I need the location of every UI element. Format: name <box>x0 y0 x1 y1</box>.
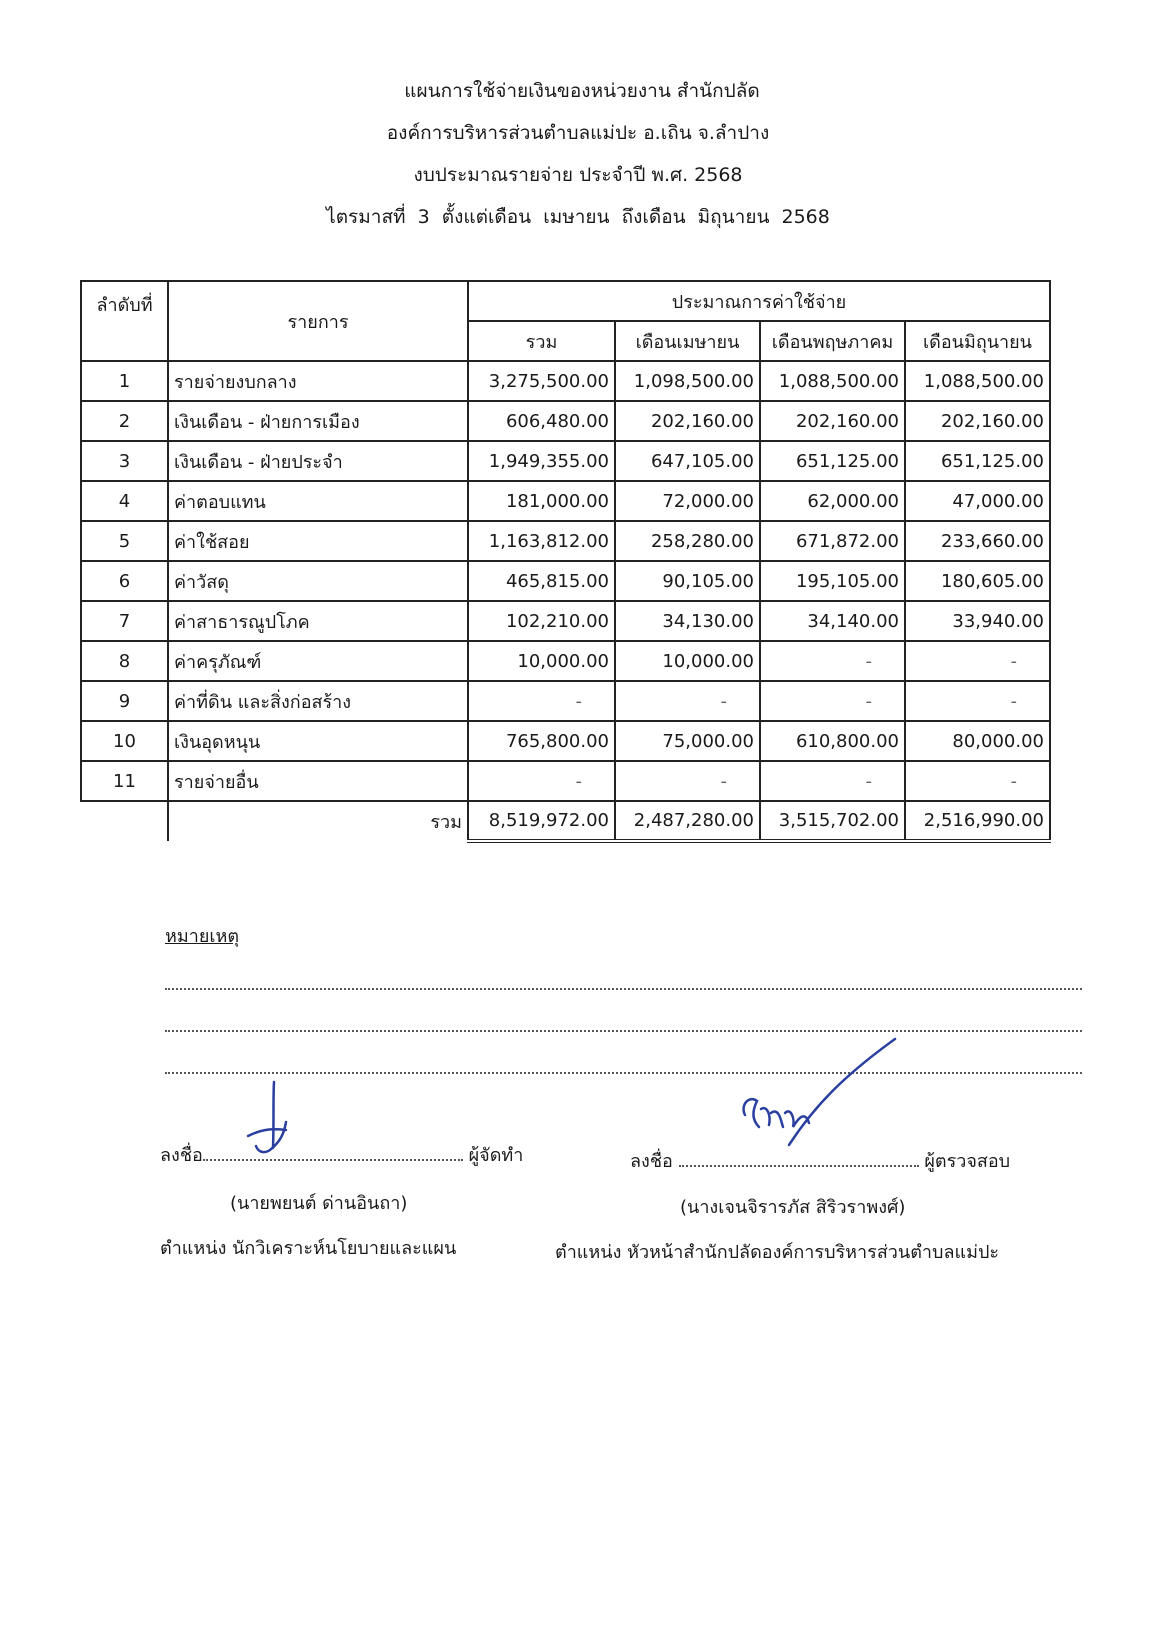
row-item: เงินเดือน - ฝ่ายประจำ <box>168 441 468 481</box>
row-total: 606,480.00 <box>468 401 615 441</box>
table-row <box>81 721 1050 761</box>
document-header <box>0 70 1156 238</box>
row-number: 7 <box>81 601 168 641</box>
row-april: 75,000.00 <box>615 721 760 761</box>
row-total: - <box>468 681 615 721</box>
row-item: รายจ่ายงบกลาง <box>168 361 468 401</box>
row-april: 1,098,500.00 <box>615 361 760 401</box>
left-signer-name: (นายพยนต์ ด่านอินถา) <box>230 1193 408 1214</box>
right-sign-dots <box>679 1164 919 1167</box>
row-item: เงินเดือน - ฝ่ายการเมือง <box>168 401 468 441</box>
left-sign-role: ผู้จัดทำ <box>468 1145 524 1166</box>
column-header-item: รายการ <box>168 281 468 361</box>
row-june: - <box>905 761 1050 801</box>
left-sign-line <box>160 1140 523 1169</box>
row-june: 202,160.00 <box>905 401 1050 441</box>
row-may: 1,088,500.00 <box>760 361 905 401</box>
column-header-april: เดือนเมษายน <box>615 321 760 361</box>
row-total: 102,210.00 <box>468 601 615 641</box>
right-signer-name: (นางเจนจิรารภัส สิริวราพงศ์) <box>680 1197 906 1218</box>
row-number: 9 <box>81 681 168 721</box>
row-item: ค่าสาธารณูปโภค <box>168 601 468 641</box>
row-number: 10 <box>81 721 168 761</box>
row-april: 258,280.00 <box>615 521 760 561</box>
column-header-group: ประมาณการค่าใช้จ่าย <box>468 281 1050 321</box>
table-row <box>81 761 1050 801</box>
table-body <box>81 361 1050 801</box>
total-label: รวม <box>168 801 468 841</box>
remark-label: หมายเหตุ <box>165 926 240 947</box>
row-number: 5 <box>81 521 168 561</box>
row-april: - <box>615 681 760 721</box>
total-sum: 8,519,972.00 <box>468 801 615 841</box>
table-row <box>81 441 1050 481</box>
row-april: - <box>615 761 760 801</box>
column-header-june: เดือนมิถุนายน <box>905 321 1050 361</box>
total-blank-cell <box>81 801 168 841</box>
row-total: 3,275,500.00 <box>468 361 615 401</box>
row-number: 1 <box>81 361 168 401</box>
title-line-3: งบประมาณรายจ่าย ประจำปี พ.ศ. 2568 <box>413 164 743 186</box>
row-may: - <box>760 761 905 801</box>
table-row <box>81 361 1050 401</box>
table-row <box>81 521 1050 561</box>
row-june: 233,660.00 <box>905 521 1050 561</box>
remark-line-3 <box>165 1072 1082 1074</box>
row-may: - <box>760 641 905 681</box>
table-row <box>81 641 1050 681</box>
table-header-row <box>81 281 1050 321</box>
row-june: 180,605.00 <box>905 561 1050 601</box>
row-april: 10,000.00 <box>615 641 760 681</box>
remark-line-2 <box>165 1030 1082 1032</box>
row-april: 34,130.00 <box>615 601 760 641</box>
table-total-row <box>81 801 1050 841</box>
row-total: 1,163,812.00 <box>468 521 615 561</box>
row-may: 202,160.00 <box>760 401 905 441</box>
row-may: 195,105.00 <box>760 561 905 601</box>
row-june: 33,940.00 <box>905 601 1050 641</box>
row-item: ค่าใช้สอย <box>168 521 468 561</box>
table-row <box>81 601 1050 641</box>
budget-table <box>80 280 1051 843</box>
row-april: 72,000.00 <box>615 481 760 521</box>
row-item: รายจ่ายอื่น <box>168 761 468 801</box>
right-signature-icon <box>735 1035 915 1155</box>
row-item: ค่าที่ดิน และสิ่งก่อสร้าง <box>168 681 468 721</box>
column-header-may: เดือนพฤษภาคม <box>760 321 905 361</box>
row-june: 1,088,500.00 <box>905 361 1050 401</box>
total-may: 3,515,702.00 <box>760 801 905 841</box>
column-header-total: รวม <box>468 321 615 361</box>
row-april: 202,160.00 <box>615 401 760 441</box>
row-number: 11 <box>81 761 168 801</box>
right-signer-position: ตำแหน่ง หัวหน้าสำนักปลัดองค์การบริหารส่วนตำบลแม่ปะ <box>555 1242 1000 1263</box>
row-june: 80,000.00 <box>905 721 1050 761</box>
remark-line-1 <box>165 988 1082 990</box>
right-sign-role: ผู้ตรวจสอบ <box>924 1151 1011 1172</box>
row-total: - <box>468 761 615 801</box>
left-signature-icon <box>240 1080 300 1160</box>
row-may: - <box>760 681 905 721</box>
column-header-no: ลำดับที่ <box>81 281 168 361</box>
row-total: 1,949,355.00 <box>468 441 615 481</box>
row-june: - <box>905 641 1050 681</box>
row-june: 651,125.00 <box>905 441 1050 481</box>
row-total: 181,000.00 <box>468 481 615 521</box>
total-april: 2,487,280.00 <box>615 801 760 841</box>
row-item: ค่าตอบแทน <box>168 481 468 521</box>
row-may: 610,800.00 <box>760 721 905 761</box>
row-may: 651,125.00 <box>760 441 905 481</box>
row-item: เงินอุดหนุน <box>168 721 468 761</box>
row-total: 465,815.00 <box>468 561 615 601</box>
title-line-4: ไตรมาสที่ 3 ตั้งแต่เดือน เมษายน ถึงเดือน มิถุนายน 2568 <box>326 206 830 228</box>
table-row <box>81 681 1050 721</box>
row-june: 47,000.00 <box>905 481 1050 521</box>
row-number: 3 <box>81 441 168 481</box>
row-number: 6 <box>81 561 168 601</box>
table-row <box>81 561 1050 601</box>
total-june: 2,516,990.00 <box>905 801 1050 841</box>
row-april: 647,105.00 <box>615 441 760 481</box>
row-may: 62,000.00 <box>760 481 905 521</box>
title-line-1: แผนการใช้จ่ายเงินของหน่วยงาน สำนักปลัด <box>404 80 760 102</box>
row-may: 671,872.00 <box>760 521 905 561</box>
left-sign-label: ลงชื่อ <box>160 1145 203 1166</box>
row-item: ค่าครุภัณฑ์ <box>168 641 468 681</box>
row-total: 10,000.00 <box>468 641 615 681</box>
row-number: 2 <box>81 401 168 441</box>
row-june: - <box>905 681 1050 721</box>
table-row <box>81 401 1050 441</box>
right-sign-label: ลงชื่อ <box>630 1151 673 1172</box>
row-number: 4 <box>81 481 168 521</box>
row-number: 8 <box>81 641 168 681</box>
table-row <box>81 481 1050 521</box>
title-line-2: องค์การบริหารส่วนตำบลแม่ปะ อ.เถิน จ.ลำปาง <box>386 122 770 144</box>
row-may: 34,140.00 <box>760 601 905 641</box>
row-april: 90,105.00 <box>615 561 760 601</box>
row-item: ค่าวัสดุ <box>168 561 468 601</box>
row-total: 765,800.00 <box>468 721 615 761</box>
left-signer-position: ตำแหน่ง นักวิเคราะห์นโยบายและแผน <box>160 1238 457 1259</box>
